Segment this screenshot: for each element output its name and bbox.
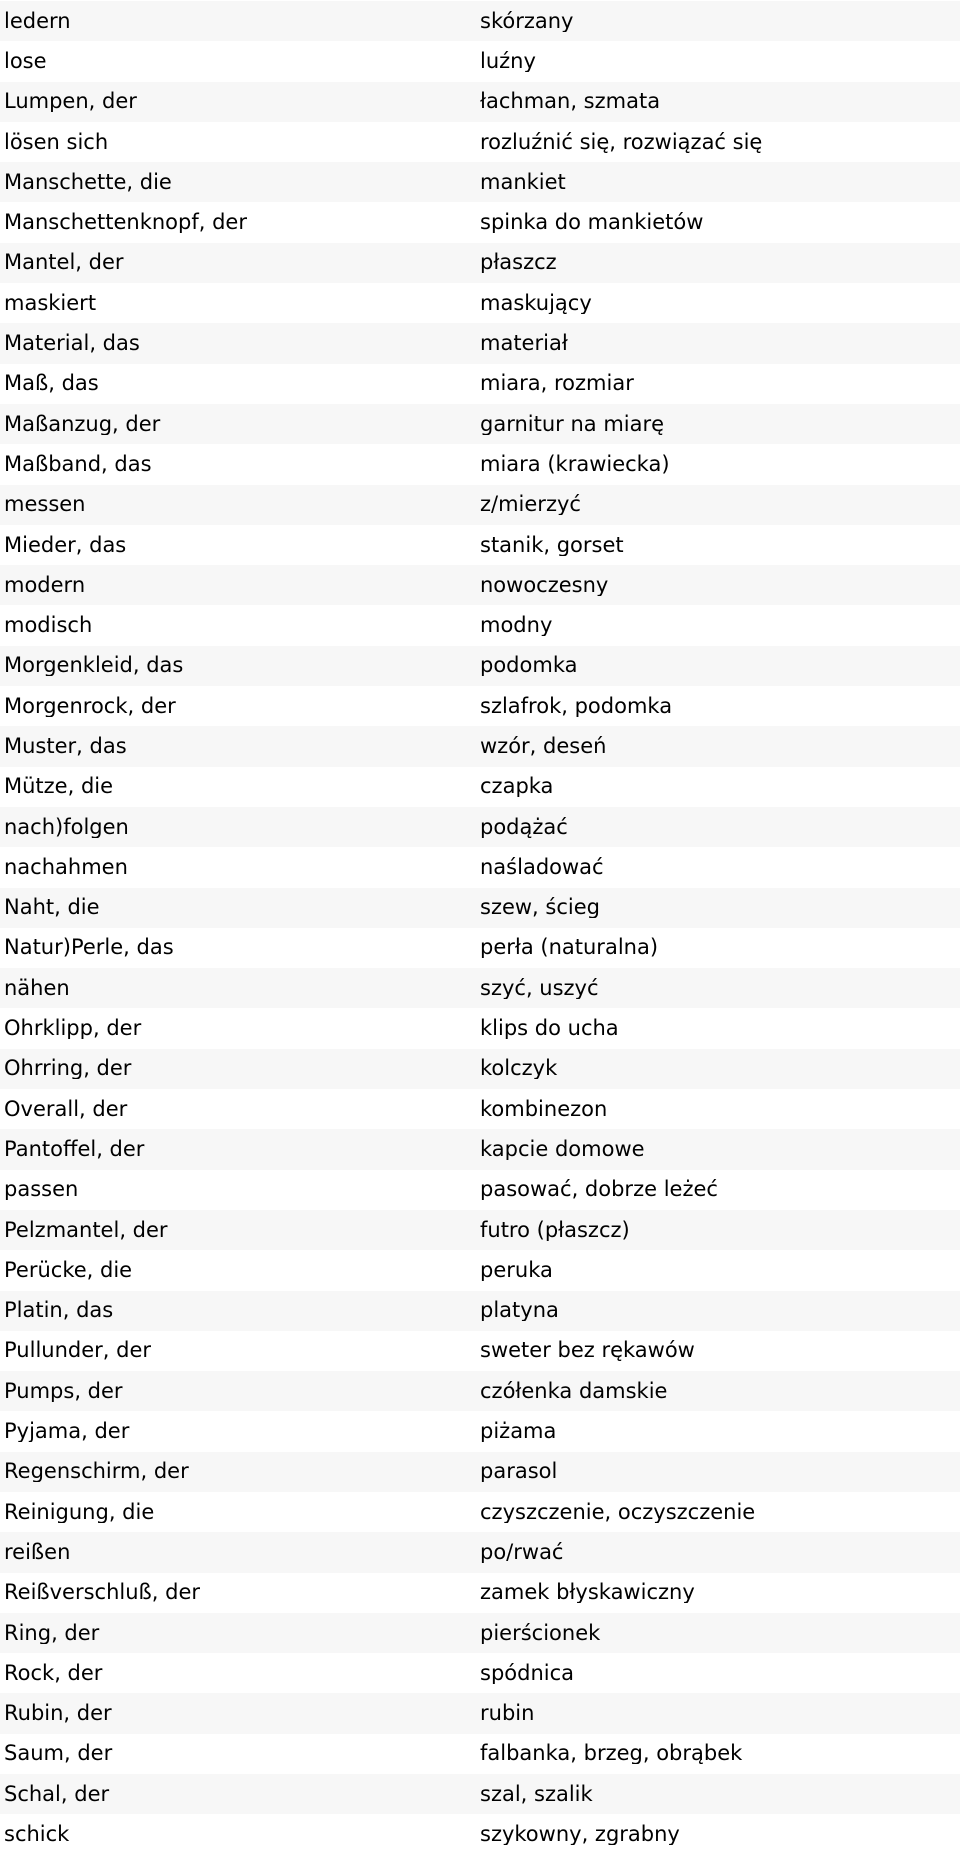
german-term: Reißverschluß, der (4, 1582, 201, 1604)
polish-translation: perła (naturalna) (480, 937, 659, 959)
german-term: Ohrklipp, der (4, 1018, 142, 1040)
vocab-row (0, 1129, 960, 1169)
polish-translation: podążać (480, 816, 568, 838)
polish-translation: rozluźnić się, rozwiązać się (480, 131, 763, 153)
polish-translation: czapka (480, 776, 554, 798)
german-term: Rock, der (4, 1662, 103, 1684)
german-term: lösen sich (4, 131, 109, 153)
vocab-row (0, 162, 960, 202)
german-term: Natur)Perle, das (4, 937, 174, 959)
vocab-row (0, 1008, 960, 1048)
polish-translation: platyna (480, 1300, 559, 1322)
vocab-row (0, 283, 960, 323)
vocab-row (0, 1250, 960, 1290)
vocab-row (0, 1532, 960, 1572)
polish-translation: czyszczenie, oczyszczenie (480, 1501, 756, 1523)
vocab-row (0, 1492, 960, 1532)
vocab-row (0, 1, 960, 41)
german-term: nach)folgen (4, 816, 129, 838)
german-term: Mantel, der (4, 252, 124, 274)
german-term: Material, das (4, 333, 140, 355)
vocab-row (0, 605, 960, 645)
vocab-row (0, 485, 960, 525)
polish-translation: maskujący (480, 292, 592, 314)
vocab-row (0, 807, 960, 847)
german-term: Rubin, der (4, 1703, 112, 1725)
vocab-row (0, 928, 960, 968)
polish-translation: peruka (480, 1259, 553, 1281)
german-term: nähen (4, 977, 70, 999)
german-term: Ohrring, der (4, 1058, 132, 1080)
polish-translation: wzór, deseń (480, 735, 607, 757)
vocab-row (0, 1411, 960, 1451)
polish-translation: garnitur na miarę (480, 413, 665, 435)
vocab-row (0, 1653, 960, 1693)
polish-translation: nowoczesny (480, 574, 609, 596)
german-term: Pumps, der (4, 1380, 123, 1402)
vocab-row (0, 525, 960, 565)
vocab-row (0, 202, 960, 242)
german-term: Pantoffel, der (4, 1138, 145, 1160)
polish-translation: falbanka, brzeg, obrąbek (480, 1743, 743, 1765)
german-term: Overall, der (4, 1098, 128, 1120)
german-term: Muster, das (4, 735, 127, 757)
german-term: Morgenkleid, das (4, 655, 184, 677)
polish-translation: kolczyk (480, 1058, 558, 1080)
polish-translation: stanik, gorset (480, 534, 624, 556)
polish-translation: łachman, szmata (480, 91, 661, 113)
german-term: Perücke, die (4, 1259, 133, 1281)
polish-translation: podomka (480, 655, 578, 677)
polish-translation: modny (480, 615, 553, 637)
polish-translation: szew, ścieg (480, 897, 600, 919)
german-term: lose (4, 50, 47, 72)
vocab-row (0, 41, 960, 81)
german-term: Pelzmantel, der (4, 1219, 168, 1241)
vocab-row (0, 767, 960, 807)
german-term: Ring, der (4, 1622, 100, 1644)
polish-translation: szyć, uszyć (480, 977, 599, 999)
vocab-row (0, 847, 960, 887)
vocab-row (0, 968, 960, 1008)
polish-translation: futro (płaszcz) (480, 1219, 630, 1241)
polish-translation: po/rwać (480, 1541, 564, 1563)
polish-translation: luźny (480, 50, 536, 72)
german-term: Mieder, das (4, 534, 127, 556)
vocab-row (0, 565, 960, 605)
vocab-row (0, 1452, 960, 1492)
vocab-row (0, 243, 960, 283)
vocab-row (0, 1089, 960, 1129)
german-term: modern (4, 574, 86, 596)
vocab-row (0, 1170, 960, 1210)
polish-translation: skórzany (480, 10, 574, 32)
polish-translation: miara (krawiecka) (480, 453, 670, 475)
vocab-row (0, 1291, 960, 1331)
polish-translation: czółenka damskie (480, 1380, 668, 1402)
german-term: ledern (4, 10, 71, 32)
vocab-row (0, 364, 960, 404)
vocab-row (0, 888, 960, 928)
german-term: Maß, das (4, 373, 99, 395)
polish-translation: pierścionek (480, 1622, 601, 1644)
german-term: Platin, das (4, 1300, 114, 1322)
vocab-row (0, 646, 960, 686)
german-term: Lumpen, der (4, 91, 137, 113)
polish-translation: materiał (480, 333, 568, 355)
vocab-row (0, 1049, 960, 1089)
vocab-row (0, 726, 960, 766)
german-term: maskiert (4, 292, 97, 314)
polish-translation: pasować, dobrze leżeć (480, 1179, 718, 1201)
german-term: Regenschirm, der (4, 1461, 189, 1483)
german-term: passen (4, 1179, 79, 1201)
german-term: Schal, der (4, 1783, 110, 1805)
german-term: Saum, der (4, 1743, 113, 1765)
german-term: Naht, die (4, 897, 100, 919)
german-term: Manschettenknopf, der (4, 212, 247, 234)
german-term: Pyjama, der (4, 1421, 130, 1443)
polish-translation: szlafrok, podomka (480, 695, 673, 717)
vocab-row (0, 1613, 960, 1653)
vocab-row (0, 1331, 960, 1371)
german-term: Maßanzug, der (4, 413, 161, 435)
vocab-row (0, 686, 960, 726)
polish-translation: mankiet (480, 171, 566, 193)
german-term: Morgenrock, der (4, 695, 176, 717)
polish-translation: szal, szalik (480, 1783, 593, 1805)
german-term: Pullunder, der (4, 1340, 152, 1362)
vocab-row (0, 1210, 960, 1250)
polish-translation: sweter bez rękawów (480, 1340, 695, 1362)
german-term: messen (4, 494, 86, 516)
vocab-row (0, 1371, 960, 1411)
german-term: reißen (4, 1541, 71, 1563)
polish-translation: kapcie domowe (480, 1138, 645, 1160)
vocab-row (0, 82, 960, 122)
german-term: Maßband, das (4, 453, 152, 475)
polish-translation: piżama (480, 1421, 557, 1443)
polish-translation: spódnica (480, 1662, 575, 1684)
german-term: nachahmen (4, 856, 128, 878)
vocab-row (0, 1774, 960, 1814)
polish-translation: z/mierzyć (480, 494, 581, 516)
polish-translation: kombinezon (480, 1098, 608, 1120)
polish-translation: zamek błyskawiczny (480, 1582, 695, 1604)
german-term: schick (4, 1824, 70, 1845)
polish-translation: miara, rozmiar (480, 373, 634, 395)
polish-translation: płaszcz (480, 252, 557, 274)
vocab-row (0, 404, 960, 444)
polish-translation: naśladować (480, 856, 604, 878)
vocab-row (0, 323, 960, 363)
polish-translation: szykowny, zgrabny (480, 1824, 680, 1845)
polish-translation: rubin (480, 1703, 535, 1725)
polish-translation: parasol (480, 1461, 558, 1483)
vocab-row (0, 444, 960, 484)
german-term: modisch (4, 615, 93, 637)
german-term: Mütze, die (4, 776, 114, 798)
german-term: Manschette, die (4, 171, 172, 193)
polish-translation: klips do ucha (480, 1018, 619, 1040)
vocab-row (0, 122, 960, 162)
vocab-row (0, 1814, 960, 1854)
vocab-row (0, 1693, 960, 1733)
vocab-row (0, 1573, 960, 1613)
german-term: Reinigung, die (4, 1501, 155, 1523)
vocab-row (0, 1734, 960, 1774)
polish-translation: spinka do mankietów (480, 212, 704, 234)
